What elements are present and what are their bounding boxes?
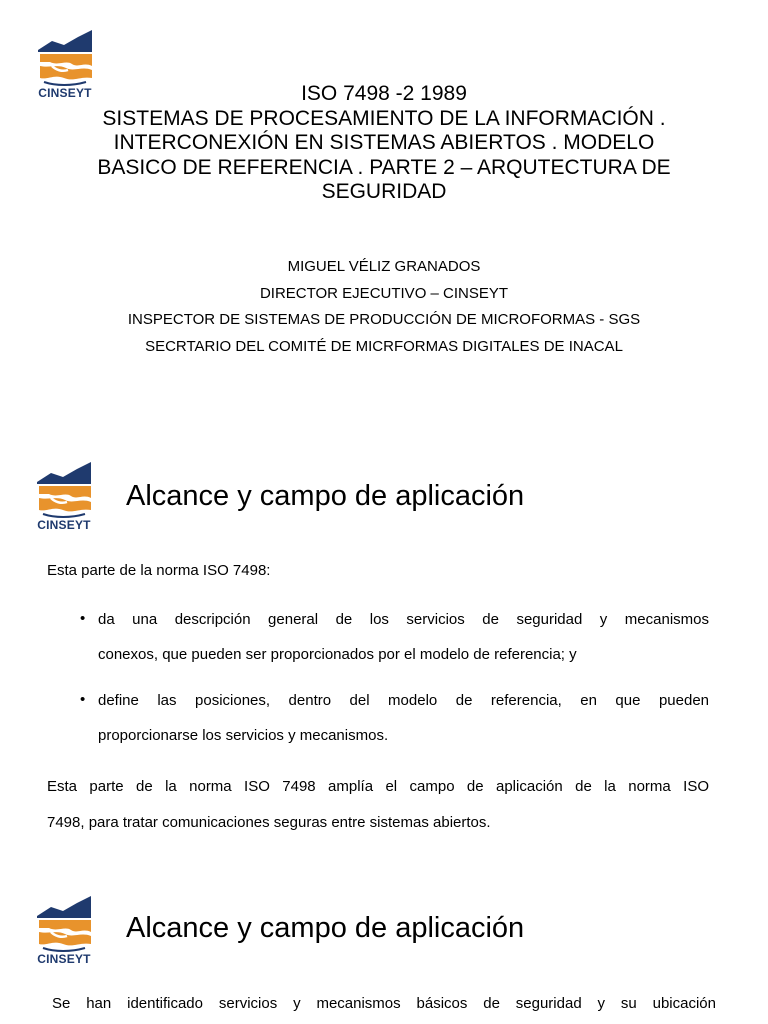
cinseyt-emblem-icon	[29, 896, 99, 954]
bullet-line: proporcionarse los servicios y mecanismos.	[98, 727, 389, 744]
title-line: ISO 7498 -2 1989	[301, 82, 467, 105]
logo-text: CINSEYT	[37, 518, 91, 532]
title-line: SISTEMAS DE PROCESAMIENTO DE LA INFORMACIÓN .	[102, 106, 666, 130]
cinseyt-emblem-icon	[30, 30, 100, 88]
body-text	[52, 994, 716, 1014]
author-role: SECRTARIO DEL COMITÉ DE MICRFORMAS DIGITALES DE INACAL	[145, 337, 623, 355]
bullet-line: da una descripción general de los servicios de seguridad y mecanismos	[98, 611, 709, 628]
title-line: BASICO DE REFERENCIA . PARTE 2 – ARQUTECTURA DE	[97, 155, 671, 179]
bullet-text	[98, 610, 709, 665]
bullet-text	[98, 691, 709, 746]
cinseyt-emblem-icon	[29, 462, 99, 520]
bullet-icon: •	[80, 691, 86, 708]
slide-heading: Alcance y campo de aplicación	[126, 912, 525, 944]
closing-paragraph	[47, 777, 709, 833]
scope-slide-continued	[0, 862, 768, 1024]
cinseyt-logo	[29, 462, 99, 534]
bullet-line: define las posiciones, dentro del modelo de referencia, en que pueden	[98, 692, 709, 709]
presentation-title	[0, 82, 768, 205]
author-block	[0, 254, 768, 360]
paragraph-line: Se han identificado servicios y mecanismos básicos de seguridad y su ubicación	[52, 995, 716, 1012]
logo-text: CINSEYT	[37, 952, 91, 966]
title-slide	[0, 0, 768, 430]
bullet-item	[80, 610, 709, 670]
author-name: MIGUEL VÉLIZ GRANADOS	[287, 258, 481, 275]
author-role: DIRECTOR EJECUTIVO – CINSEYT	[259, 284, 509, 302]
title-line: SEGURIDAD	[321, 180, 447, 203]
intro-text: Esta parte de la norma ISO 7498:	[47, 562, 271, 579]
bullet-icon: •	[80, 610, 86, 627]
bullet-item	[80, 691, 709, 751]
bullet-line: conexos, que pueden ser proporcionados por el modelo de referencia; y	[98, 646, 577, 663]
author-role: INSPECTOR DE SISTEMAS DE PRODUCCIÓN DE MICROFORMAS - SGS	[127, 311, 641, 328]
paragraph-line: Esta parte de la norma ISO 7498 amplía el campo de aplicación de la norma ISO	[47, 778, 709, 795]
title-line: INTERCONEXIÓN EN SISTEMAS ABIERTOS . MODELO	[113, 131, 655, 154]
slide-heading: Alcance y campo de aplicación	[126, 480, 525, 512]
scope-slide	[0, 430, 768, 862]
paragraph-line: 7498, para tratar comunicaciones seguras entre sistemas abiertos.	[47, 814, 491, 831]
logo-text: CINSEYT	[38, 86, 92, 100]
cinseyt-logo	[29, 896, 99, 968]
